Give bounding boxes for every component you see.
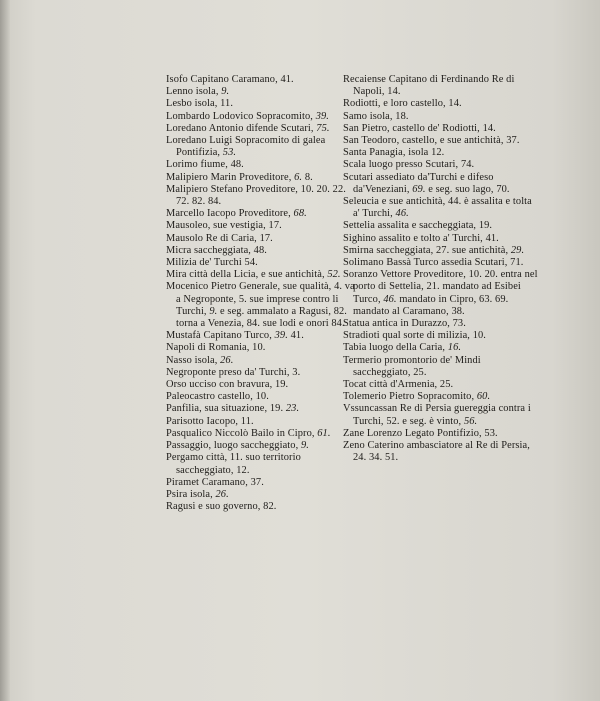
index-entry: Zane Lorenzo Legato Pontifizio, 53.	[343, 427, 498, 439]
index-column-right	[343, 74, 538, 465]
index-entry: Scala luogo presso Scutari, 74.	[343, 159, 475, 171]
index-entry: Lesbo isola, 11.	[166, 98, 234, 110]
index-entry: Recaiense Capitano di Ferdinando Re di Napoli, 14.	[343, 74, 515, 98]
index-entry: Marcello Iacopo Proveditore, 68.	[166, 208, 307, 220]
index-entry: Soranzo Vettore Proveditore, 10. 20. entra nel porto di Settelia, 21. mandato ad Esibei Turco, 46. mandato in Cipro, 63. 69. mandato al Caramano, 38.	[343, 269, 538, 317]
index-entry: Paleocastro castello, 10.	[166, 391, 269, 403]
page-spine-shadow	[0, 0, 10, 701]
index-entry: Psira isola, 26.	[166, 488, 229, 500]
index-entry: Isofo Capitano Caramano, 41.	[166, 74, 294, 85]
index-entry: Pergamo città, 11. suo territorio saccheggiato, 12.	[166, 452, 301, 476]
index-entry: Tabia luogo della Caria, 16.	[343, 342, 462, 354]
index-entry: Lorimo fiume, 48.	[166, 159, 244, 171]
index-entry: Pasqualico Niccolò Bailo in Cipro, 61.	[166, 427, 331, 439]
index-entry: Mira città della Licia, e sue antichità, 52.	[166, 269, 341, 281]
index-entry: Statua antica in Durazzo, 73.	[343, 318, 466, 330]
index-entry: Napoli di Romania, 10.	[166, 342, 266, 354]
index-entry: Malipiero Stefano Proveditore, 10. 20. 22. 72. 82. 84.	[166, 183, 346, 208]
index-entry: Milizia de' Turchi 54.	[166, 257, 258, 269]
index-entry: Smirna saccheggiata, 27. sue antichità, 29.	[343, 244, 525, 256]
index-entry: Solimano Bassà Turco assedia Scutari, 71.	[343, 257, 524, 269]
index-entry: Rodiotti, e loro castello, 14.	[343, 98, 462, 110]
index-entry: Passaggio, luogo saccheggiato, 9.	[166, 440, 309, 452]
index-entry: Vssuncassan Re di Persia guereggia contra i Turchi, 52. e seg. è vinto, 56.	[343, 403, 531, 427]
index-entry: Malipiero Marin Proveditore, 6. 8.	[166, 171, 313, 183]
index-entry: Seleucia e sue antichità, 44. è assalita e tolta a' Turchi, 46.	[343, 196, 532, 220]
index-entry: Negroponte preso da' Turchi, 3.	[166, 366, 301, 378]
index-entry: Mocenico Pietro Generale, sue qualità, 4. va a Negroponte, 5. sue imprese contro li Turchi, 9. e seg. ammalato a Ragusi, 82. torna a Venezia, 84. sue lodi e onori 84.	[166, 281, 355, 330]
index-entry: Loredano Luigi Sopracomito di galea Pontifizia, 53.	[166, 135, 326, 159]
index-entry: Tocat città d'Armenia, 25.	[343, 379, 454, 391]
index-entry: San Teodoro, castello, e sue antichità, 37.	[343, 135, 520, 147]
index-entry: Mausolo Re di Caria, 17.	[166, 232, 273, 244]
index-column-left	[166, 74, 356, 513]
index-entry: Sighino assalito e tolto a' Turchi, 41.	[343, 232, 499, 244]
index-entry: Orso ucciso con bravura, 19.	[166, 379, 289, 391]
index-entry: Piramet Caramano, 37.	[166, 476, 264, 488]
index-entry: Scutari assediato da'Turchi e difeso da'Veneziani, 69. e seg. suo lago, 70.	[343, 171, 510, 195]
index-entry: Ragusi e suo governo, 82.	[166, 501, 277, 513]
index-entry: Termerio promontorio de' Mindi saccheggiato, 25.	[343, 354, 481, 378]
index-entry: Settelia assalita e saccheggiata, 19.	[343, 220, 493, 232]
index-entry: Mustafà Capitano Turco, 39. 41.	[166, 330, 304, 342]
index-entry: Mausoleo, sue vestigia, 17.	[166, 220, 282, 232]
index-entry: Panfilia, sua situazione, 19. 23.	[166, 403, 300, 415]
index-entry: Lenno isola, 9.	[166, 86, 230, 98]
index-entry: Zeno Caterino ambasciatore al Re di Persia, 24. 34. 51.	[343, 440, 530, 464]
index-entry: Samo isola, 18.	[343, 110, 409, 122]
index-entry: Lombardo Lodovico Sopracomito, 39.	[166, 110, 329, 122]
index-entry: Parisotto Iacopo, 11.	[166, 415, 254, 427]
index-entry: Nasso isola, 26.	[166, 354, 234, 366]
index-entry: Loredano Antonio difende Scutari, 75.	[166, 122, 330, 134]
index-entry: Stradioti qual sorte di milizia, 10.	[343, 330, 486, 342]
index-entry: Micra saccheggiata, 48.	[166, 244, 267, 256]
index-entry: Tolemerio Pietro Sopracomito, 60.	[343, 391, 491, 403]
index-entry: Santa Panagia, isola 12.	[343, 147, 445, 159]
index-entry: San Pietro, castello de' Rodiotti, 14.	[343, 122, 496, 134]
